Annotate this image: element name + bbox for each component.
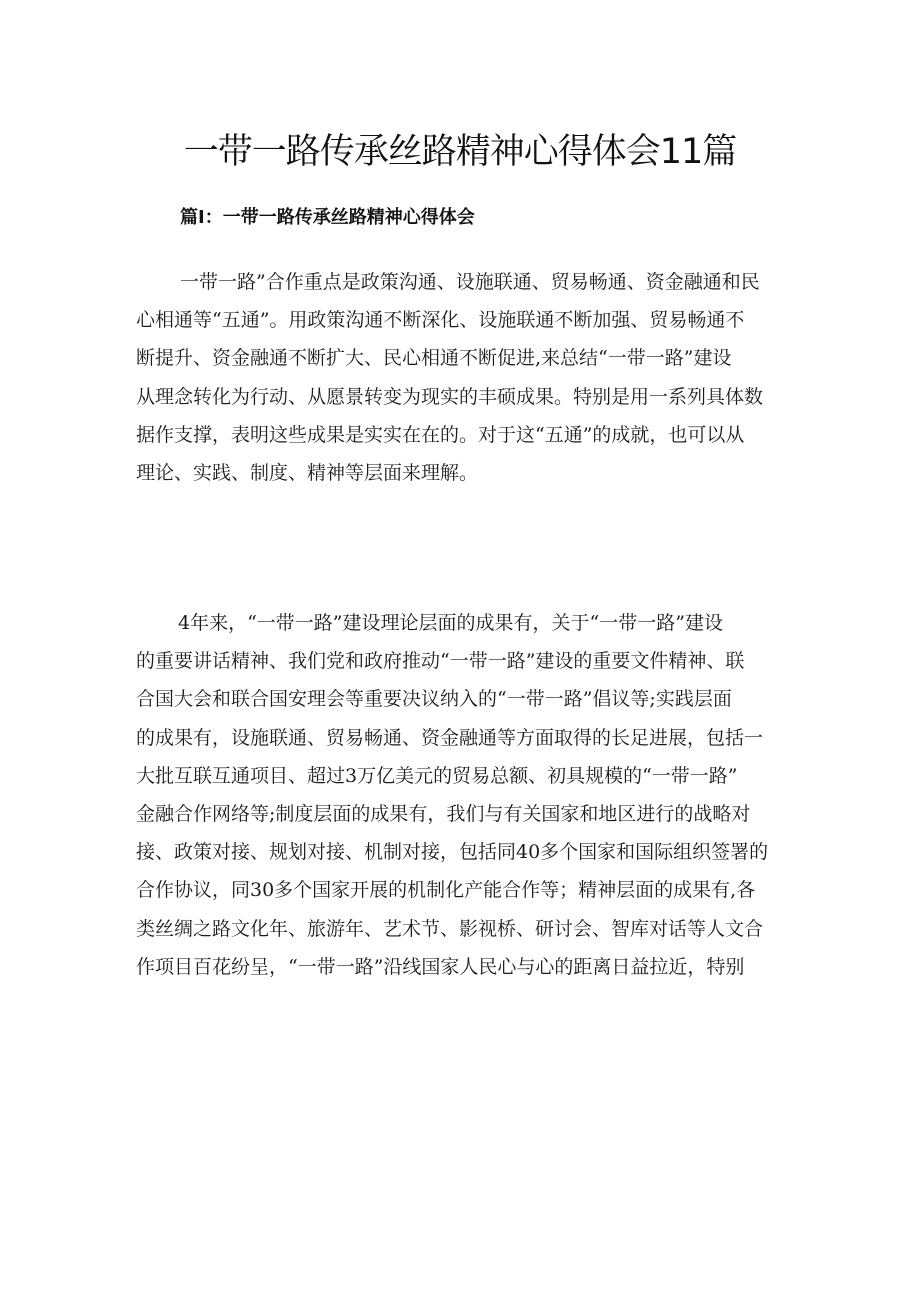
section-heading: 篇Ⅰ：一带一路传承丝路精神心得体会 — [180, 207, 475, 228]
text-line: 的重要讲话精神、我们党和政府推动“一带一路”建设的重要文件精神、联 — [136, 650, 745, 673]
paragraph-1 — [136, 263, 798, 492]
text-line: 断提升、资金融通不断扩大、民心相通不断促进,来总结“一带一路”建设 — [136, 347, 732, 370]
text-line: 一带一路”合作重点是政策沟通、设施联通、贸易畅通、资金融通和民 — [180, 271, 760, 293]
text-line: 的成果有，设施联通、贸易畅通、资金融通等方面取得的长足进展，包括一 — [136, 726, 764, 749]
text-line: 从理念转化为行动、从愿景转变为现实的丰硕成果。特别是用一系列具体数 — [136, 385, 764, 408]
text-line: 合作协议，同30多个国家开展的机制化产能合作等；精神层面的成果有,各 — [136, 879, 756, 902]
text-line: 接、政策对接、规划对接、机制对接，包括同40多个国家和国际组织签署的 — [136, 841, 769, 864]
text-line: 理论、实践、制度、精神等层面来理解。 — [136, 461, 479, 484]
text-line: 金融合作网络等;制度层面的成果有，我们与有关国家和地区进行的战略对 — [136, 802, 751, 825]
text-line: 心相通等“五通”。用政策沟通不断深化、设施联通不断加强、贸易畅通不 — [136, 309, 745, 332]
text-line: 据作支撑，表明这些成果是实实在在的。对于这“五通”的成就，也可以从 — [136, 423, 745, 446]
text-line: 作项目百花纷呈，“一带一路”沿线国家人民心与心的距离日益拉近，特别 — [136, 955, 745, 978]
text-line: 合国大会和联合国安理会等重要决议纳入的“一带一路”倡议等;实践层面 — [136, 688, 732, 711]
document-title: 一带一路传承丝路精神心得体会11篇 — [183, 132, 737, 172]
paragraph-2 — [136, 604, 798, 986]
text-line: 类丝绸之路文化年、旅游年、艺术节、影视桥、研讨会、智库对话等人文合 — [136, 917, 764, 940]
text-line: 4年来，“一带一路”建设理论层面的成果有，关于“一带一路”建设 — [178, 612, 723, 634]
text-line: 大批互联互通项目、超过3万亿美元的贸易总额、初具规模的“一带一路” — [136, 764, 738, 787]
